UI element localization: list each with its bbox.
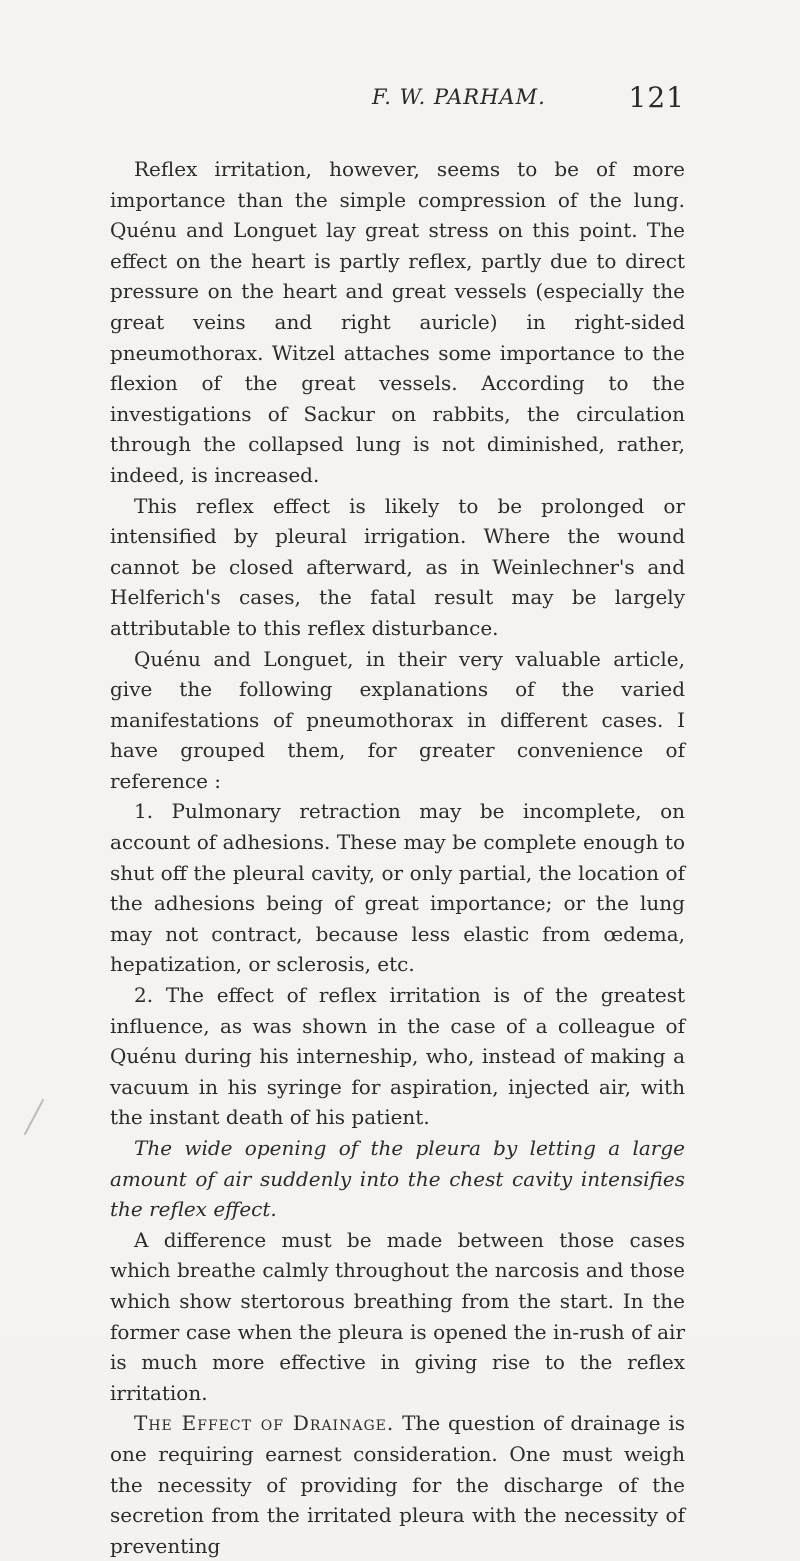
- paragraph-pleural-irrigation: This reflex effect is likely to be prolonged or intensified by pleural irrigation. Where the wound cannot be closed afterward, as in Weinlechner's and Helferich's cases, the fatal result may be largely attributable to this reflex disturbance.: [110, 493, 685, 640]
- margin-pencil-mark: [24, 1099, 45, 1135]
- paragraph-drainage-text: The question of drainage is one requiring earnest consideration. One must weigh the necessity of providing for the discharge of the secretion from the irritated pleura with the necessity of preventing: [110, 1411, 686, 1558]
- paragraph-reflex-irritation: Reflex irritation, however, seems to be of more importance than the simple compression of the lung. Quénu and Longuet lay great stress on this point. The effect on the heart is partly reflex, partly due to direct pressure on the heart and great vessels (especially the great veins and right auricle) in right-sided pneumothorax. Witzel attaches some importance to the flexion of the great vessels. According to the investigations of Sackur on rabbits, the circulation through the collapsed lung is not diminished, rather, indeed, is increased.: [110, 157, 685, 487]
- running-head: [110, 81, 685, 121]
- paragraph-explanations-intro: Quénu and Longuet, in their very valuable article, give the following explanations of the varied manifestations of pneumothorax in different cases. I have grouped them, for greater convenience of reference :: [110, 646, 685, 793]
- paragraph-narcosis-breathing: A difference must be made between those cases which breathe calmly throughout the narcosis and those which show stertorous breathing from the start. In the former case when the pleura is opened the in-rush of air is much more effective in giving rise to the reflex irritation.: [110, 1227, 685, 1405]
- paragraph-pulmonary-retraction: 1. Pulmonary retraction may be incomplete, on account of adhesions. These may be complete enough to shut off the pleural cavity, or only partial, the location of the adhesions being of great importance; or the lung may not contract, because less elastic from œdema, hepatization, or sclerosis, etc.: [110, 799, 685, 977]
- paragraph-reflex-influence: 2. The effect of reflex irritation is of the greatest influence, as was shown in the case of a colleague of Quénu during his interneship, who, instead of making a vacuum in his syringe for aspiration, injected air, with the instant death of his patient.: [110, 983, 685, 1130]
- paragraph-drainage: [110, 1408, 685, 1561]
- section-heading-drainage: The Effect of Drainage.: [134, 1411, 395, 1436]
- running-head-author: F. W. PARHAM.: [372, 85, 546, 109]
- page-number: 121: [628, 81, 685, 114]
- body-text: [110, 154, 685, 1561]
- paragraph-wide-opening: The wide opening of the pleura by letting a large amount of air suddenly into the chest cavity intensifies the reflex effect.: [110, 1136, 685, 1222]
